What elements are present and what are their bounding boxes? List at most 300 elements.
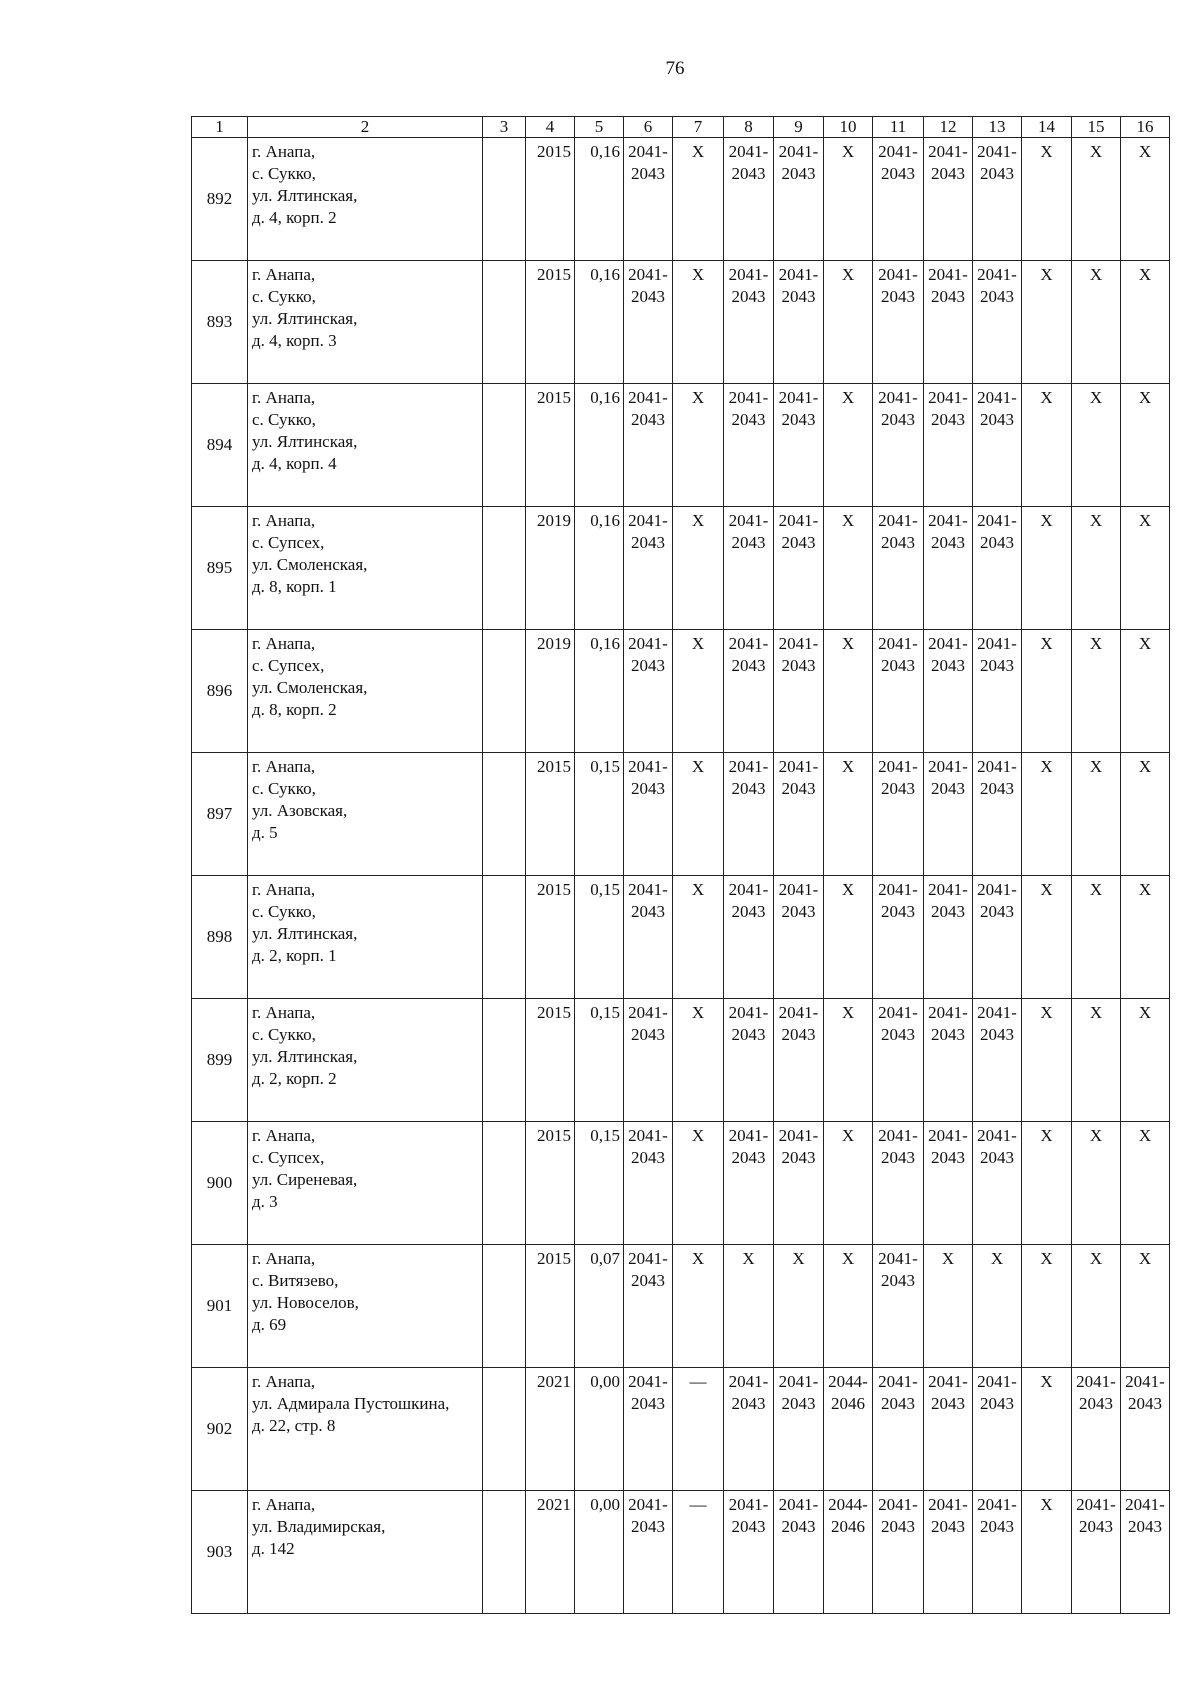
cell-line: 2043 <box>781 164 816 183</box>
cell-line: 2043 <box>881 164 915 183</box>
cell-line: 2043 <box>931 164 965 183</box>
address-cell <box>248 507 483 630</box>
cell-line: 2043 <box>1079 1517 1113 1536</box>
cell-col-13 <box>973 630 1022 753</box>
row-number: 900 <box>192 1122 248 1245</box>
column-header-1: 1 <box>192 117 248 138</box>
cell-col-14: X <box>1022 876 1072 999</box>
address-cell <box>248 384 483 507</box>
cell-col-13 <box>973 261 1022 384</box>
cell-col-3 <box>483 999 526 1122</box>
cell-col-13 <box>973 999 1022 1122</box>
cell-col-8 <box>724 1122 774 1245</box>
cell-line: 2041- <box>728 1372 769 1391</box>
cell-col-10: X <box>824 1245 873 1368</box>
address-cell <box>248 1491 483 1614</box>
cell-line: г. Анапа, <box>252 1003 316 1022</box>
cell-line: с. Супсех, <box>252 1148 325 1167</box>
cell-line: ул. Новоселов, <box>252 1293 359 1312</box>
cell-line: 2043 <box>731 287 766 306</box>
cell-col-11 <box>873 507 924 630</box>
cell-col-12 <box>924 1245 973 1368</box>
cell-col-15: X <box>1072 507 1121 630</box>
column-header-6: 6 <box>624 117 673 138</box>
cell-col-10 <box>824 1368 873 1491</box>
cell-col-14: X <box>1022 630 1072 753</box>
cell-line: 2043 <box>731 779 766 798</box>
cell-line: 2041- <box>1125 1372 1165 1391</box>
cell-col-6 <box>624 1122 673 1245</box>
cell-line: 2041- <box>1076 1372 1116 1391</box>
cell-col-16: X <box>1121 138 1170 261</box>
cell-line: д. 69 <box>252 1315 287 1334</box>
cell-line: 2041- <box>728 880 769 899</box>
cell-line: д. 4, корп. 2 <box>252 208 337 227</box>
column-header-9: 9 <box>774 117 824 138</box>
cell-col-13 <box>973 753 1022 876</box>
cell-col-12 <box>924 384 973 507</box>
cell-line: 2043 <box>931 656 965 675</box>
cell-col-13 <box>973 138 1022 261</box>
cell-line: 2043 <box>881 287 915 306</box>
cell-col-7: — <box>673 1368 724 1491</box>
cell-col-8 <box>724 261 774 384</box>
cell-line: 2043 <box>931 1517 965 1536</box>
cell-line: 2043 <box>631 1394 665 1413</box>
cell-line: 2043 <box>731 1517 766 1536</box>
cell-col-14: X <box>1022 507 1072 630</box>
cell-line: 2043 <box>881 1517 915 1536</box>
cell-col-4: 2021 <box>526 1491 575 1614</box>
cell-col-14: X <box>1022 999 1072 1122</box>
cell-line: 2044- <box>828 1495 868 1514</box>
cell-line: 2041- <box>928 511 968 530</box>
cell-line: 2043 <box>980 656 1014 675</box>
cell-col-12 <box>924 1122 973 1245</box>
cell-line: 2043 <box>781 779 816 798</box>
row-number: 893 <box>192 261 248 384</box>
cell-col-15: X <box>1072 1122 1121 1245</box>
table-row <box>192 261 1170 384</box>
cell-col-15: X <box>1072 1245 1121 1368</box>
cell-line: 2043 <box>931 902 965 921</box>
cell-col-4: 2015 <box>526 384 575 507</box>
cell-line: 2041- <box>628 1495 668 1514</box>
cell-col-16: X <box>1121 384 1170 507</box>
cell-line: 2043 <box>781 1517 816 1536</box>
cell-col-7: X <box>673 753 724 876</box>
cell-line: 2043 <box>731 902 766 921</box>
cell-col-9 <box>774 384 824 507</box>
cell-col-6 <box>624 1491 673 1614</box>
cell-col-11 <box>873 1122 924 1245</box>
cell-line: д. 3 <box>252 1192 278 1211</box>
cell-col-5: 0,00 <box>575 1491 624 1614</box>
cell-col-12 <box>924 1368 973 1491</box>
cell-line: ул. Ялтинская, <box>252 924 358 943</box>
address-cell <box>248 261 483 384</box>
cell-line: 2041- <box>977 1126 1017 1145</box>
cell-col-10: X <box>824 261 873 384</box>
row-number: 892 <box>192 138 248 261</box>
cell-line: 2043 <box>980 533 1014 552</box>
cell-line: 2043 <box>881 1148 915 1167</box>
row-number: 898 <box>192 876 248 999</box>
page-number: 76 <box>665 58 685 79</box>
cell-col-16: X <box>1121 876 1170 999</box>
cell-col-3 <box>483 630 526 753</box>
cell-line: 2043 <box>931 533 965 552</box>
cell-col-8 <box>724 999 774 1122</box>
cell-col-6 <box>624 384 673 507</box>
cell-line: ул. Ялтинская, <box>252 186 358 205</box>
cell-col-5: 0,15 <box>575 876 624 999</box>
table-row <box>192 1368 1170 1491</box>
cell-col-6 <box>624 1245 673 1368</box>
cell-line: 2043 <box>731 1148 766 1167</box>
cell-line: 2041- <box>778 634 819 653</box>
cell-line: г. Анапа, <box>252 757 316 776</box>
cell-col-5: 0,15 <box>575 1122 624 1245</box>
cell-line: 2043 <box>881 779 915 798</box>
cell-line: ул. Азовская, <box>252 801 348 820</box>
cell-line: с. Сукко, <box>252 410 316 429</box>
cell-line: ул. Ялтинская, <box>252 309 358 328</box>
cell-col-14: X <box>1022 1122 1072 1245</box>
cell-col-12 <box>924 999 973 1122</box>
cell-line: 2044- <box>828 1372 868 1391</box>
cell-col-4: 2015 <box>526 1122 575 1245</box>
cell-col-16: X <box>1121 507 1170 630</box>
cell-col-15: X <box>1072 138 1121 261</box>
cell-line: 2043 <box>931 1148 965 1167</box>
cell-line: 2043 <box>980 1148 1014 1167</box>
cell-col-5: 0,15 <box>575 999 624 1122</box>
cell-line: ул. Смоленская, <box>252 678 368 697</box>
cell-line: 2043 <box>980 287 1014 306</box>
cell-col-8 <box>724 1368 774 1491</box>
cell-col-3 <box>483 1122 526 1245</box>
cell-line: 2043 <box>931 287 965 306</box>
cell-line: ул. Владимирская, <box>252 1517 386 1536</box>
cell-col-14: X <box>1022 384 1072 507</box>
cell-line: 2041- <box>628 1372 668 1391</box>
cell-line: X <box>792 1249 805 1268</box>
cell-line: 2043 <box>631 533 665 552</box>
table-row <box>192 507 1170 630</box>
cell-col-8 <box>724 1491 774 1614</box>
cell-col-5: 0,16 <box>575 261 624 384</box>
cell-line: 2041- <box>728 1003 769 1022</box>
cell-col-16: X <box>1121 630 1170 753</box>
cell-col-14: X <box>1022 1245 1072 1368</box>
table-row <box>192 753 1170 876</box>
cell-col-11 <box>873 1245 924 1368</box>
cell-col-15: X <box>1072 630 1121 753</box>
row-number: 894 <box>192 384 248 507</box>
cell-line: 2041- <box>628 142 668 161</box>
cell-col-4: 2019 <box>526 507 575 630</box>
cell-col-9 <box>774 507 824 630</box>
row-number: 903 <box>192 1491 248 1614</box>
cell-col-9 <box>774 1245 824 1368</box>
cell-col-7: X <box>673 630 724 753</box>
cell-line: 2041- <box>878 880 918 899</box>
cell-line: 2041- <box>977 880 1017 899</box>
cell-line: 2041- <box>628 388 668 407</box>
cell-col-9 <box>774 1368 824 1491</box>
cell-col-15: X <box>1072 876 1121 999</box>
cell-line: 2041- <box>628 634 668 653</box>
table-row <box>192 876 1170 999</box>
cell-line: 2041- <box>778 142 819 161</box>
cell-col-14: X <box>1022 1491 1072 1614</box>
cell-col-15: X <box>1072 999 1121 1122</box>
cell-col-3 <box>483 1368 526 1491</box>
cell-col-9 <box>774 1491 824 1614</box>
cell-col-15: X <box>1072 261 1121 384</box>
cell-line: 2043 <box>631 1517 665 1536</box>
cell-col-8 <box>724 138 774 261</box>
cell-line: 2043 <box>731 164 766 183</box>
cell-line: 2041- <box>628 1003 668 1022</box>
cell-line: 2041- <box>977 634 1017 653</box>
cell-line: 2043 <box>631 1271 665 1290</box>
cell-line: г. Анапа, <box>252 1495 316 1514</box>
cell-line: 2043 <box>781 1394 816 1413</box>
cell-line: г. Анапа, <box>252 142 316 161</box>
cell-col-11 <box>873 999 924 1122</box>
cell-col-15 <box>1072 1491 1121 1614</box>
column-header-16: 16 <box>1121 117 1170 138</box>
cell-line: 2043 <box>731 1394 766 1413</box>
cell-line: 2041- <box>778 1495 819 1514</box>
cell-line: ул. Ялтинская, <box>252 1047 358 1066</box>
cell-col-15 <box>1072 1368 1121 1491</box>
cell-col-8 <box>724 876 774 999</box>
cell-line: с. Сукко, <box>252 1025 316 1044</box>
cell-col-5: 0,07 <box>575 1245 624 1368</box>
cell-line: 2046 <box>831 1394 865 1413</box>
cell-line: 2041- <box>728 1495 769 1514</box>
cell-col-5: 0,00 <box>575 1368 624 1491</box>
cell-line: 2041- <box>977 1495 1017 1514</box>
cell-col-14: X <box>1022 261 1072 384</box>
cell-col-6 <box>624 630 673 753</box>
cell-line: 2041- <box>878 265 918 284</box>
cell-line: с. Сукко, <box>252 287 316 306</box>
cell-col-12 <box>924 507 973 630</box>
cell-line: 2043 <box>781 1148 816 1167</box>
cell-line: 2041- <box>778 1003 819 1022</box>
cell-col-13 <box>973 1368 1022 1491</box>
row-number: 901 <box>192 1245 248 1368</box>
address-cell <box>248 1368 483 1491</box>
cell-col-5: 0,16 <box>575 507 624 630</box>
cell-col-6 <box>624 138 673 261</box>
cell-line: 2041- <box>628 1249 668 1268</box>
cell-line: 2043 <box>881 410 915 429</box>
cell-col-5: 0,16 <box>575 384 624 507</box>
cell-line: 2041- <box>628 880 668 899</box>
cell-line: ул. Адмирала Пустошкина, <box>252 1394 450 1413</box>
cell-line: 2043 <box>881 1394 915 1413</box>
cell-col-4: 2021 <box>526 1368 575 1491</box>
column-header-4: 4 <box>526 117 575 138</box>
column-header-7: 7 <box>673 117 724 138</box>
cell-line: с. Супсех, <box>252 656 325 675</box>
cell-line: 2043 <box>631 164 665 183</box>
cell-line: 2043 <box>731 410 766 429</box>
registry-table <box>191 116 1170 1614</box>
cell-line: 2043 <box>631 410 665 429</box>
cell-col-16: X <box>1121 261 1170 384</box>
cell-line: д. 142 <box>252 1539 295 1558</box>
cell-col-12 <box>924 138 973 261</box>
cell-line: 2041- <box>878 757 918 776</box>
row-number: 897 <box>192 753 248 876</box>
cell-line: 2041- <box>728 1126 769 1145</box>
cell-line: 2041- <box>728 634 769 653</box>
cell-col-14: X <box>1022 1368 1072 1491</box>
cell-line: с. Супсех, <box>252 533 325 552</box>
cell-col-12 <box>924 876 973 999</box>
cell-col-9 <box>774 630 824 753</box>
cell-line: 2043 <box>781 533 816 552</box>
cell-col-4: 2015 <box>526 753 575 876</box>
cell-line: 2041- <box>977 757 1017 776</box>
cell-line: 2043 <box>980 1394 1014 1413</box>
cell-col-10: X <box>824 1122 873 1245</box>
table-row <box>192 384 1170 507</box>
cell-line: 2046 <box>831 1517 865 1536</box>
cell-line: 2043 <box>1079 1394 1113 1413</box>
cell-line: д. 4, корп. 4 <box>252 454 337 473</box>
cell-line: д. 2, корп. 2 <box>252 1069 337 1088</box>
cell-col-16 <box>1121 1368 1170 1491</box>
cell-col-10: X <box>824 999 873 1122</box>
cell-line: 2043 <box>781 410 816 429</box>
cell-line: 2041- <box>878 1249 918 1268</box>
cell-line: 2041- <box>977 1003 1017 1022</box>
cell-col-13 <box>973 1245 1022 1368</box>
cell-line: 2043 <box>881 1271 915 1290</box>
cell-line: г. Анапа, <box>252 1372 316 1391</box>
cell-col-5: 0,15 <box>575 753 624 876</box>
cell-line: г. Анапа, <box>252 511 316 530</box>
cell-col-10: X <box>824 507 873 630</box>
cell-col-7: X <box>673 999 724 1122</box>
cell-line: 2041- <box>1125 1495 1165 1514</box>
cell-col-6 <box>624 753 673 876</box>
cell-line: д. 8, корп. 1 <box>252 577 337 596</box>
cell-col-11 <box>873 261 924 384</box>
cell-col-8 <box>724 630 774 753</box>
cell-col-4: 2019 <box>526 630 575 753</box>
cell-col-11 <box>873 1491 924 1614</box>
cell-col-11 <box>873 138 924 261</box>
cell-col-3 <box>483 507 526 630</box>
cell-line: д. 2, корп. 1 <box>252 946 337 965</box>
cell-col-7: X <box>673 138 724 261</box>
cell-col-16: X <box>1121 1122 1170 1245</box>
cell-col-13 <box>973 876 1022 999</box>
cell-line: ул. Сиреневая, <box>252 1170 358 1189</box>
cell-line: 2041- <box>778 388 819 407</box>
cell-col-10: X <box>824 384 873 507</box>
cell-col-13 <box>973 1491 1022 1614</box>
cell-line: 2043 <box>881 656 915 675</box>
cell-line: 2041- <box>778 265 819 284</box>
cell-line: 2041- <box>778 757 819 776</box>
cell-line: 2041- <box>928 1495 968 1514</box>
table-row <box>192 630 1170 753</box>
cell-line: 2043 <box>980 410 1014 429</box>
cell-line: 2041- <box>977 142 1017 161</box>
cell-line: 2041- <box>928 388 968 407</box>
cell-line: 2041- <box>628 757 668 776</box>
column-header-8: 8 <box>724 117 774 138</box>
cell-col-9 <box>774 876 824 999</box>
address-cell <box>248 1245 483 1368</box>
cell-line: 2041- <box>977 511 1017 530</box>
cell-col-13 <box>973 384 1022 507</box>
cell-col-3 <box>483 753 526 876</box>
cell-col-11 <box>873 1368 924 1491</box>
cell-col-11 <box>873 384 924 507</box>
cell-col-11 <box>873 876 924 999</box>
cell-line: 2041- <box>1076 1495 1116 1514</box>
address-cell <box>248 138 483 261</box>
cell-line: 2043 <box>731 1025 766 1044</box>
cell-col-8 <box>724 753 774 876</box>
cell-line: 2043 <box>1128 1517 1162 1536</box>
table-row <box>192 1122 1170 1245</box>
row-number: 902 <box>192 1368 248 1491</box>
cell-line: 2041- <box>728 757 769 776</box>
cell-line: 2043 <box>931 779 965 798</box>
cell-line: 2043 <box>781 287 816 306</box>
cell-line: 2041- <box>728 511 769 530</box>
cell-col-7: X <box>673 876 724 999</box>
cell-col-3 <box>483 876 526 999</box>
address-cell <box>248 1122 483 1245</box>
cell-line: д. 8, корп. 2 <box>252 700 337 719</box>
cell-line: 2041- <box>878 1126 918 1145</box>
cell-line: ул. Ялтинская, <box>252 432 358 451</box>
column-header-5: 5 <box>575 117 624 138</box>
cell-line: 2041- <box>928 1372 968 1391</box>
cell-line: д. 5 <box>252 823 278 842</box>
cell-line: 2043 <box>631 1148 665 1167</box>
row-number: 896 <box>192 630 248 753</box>
column-header-3: 3 <box>483 117 526 138</box>
cell-line: 2041- <box>728 388 769 407</box>
cell-col-7: X <box>673 507 724 630</box>
cell-line: 2043 <box>881 902 915 921</box>
cell-col-3 <box>483 1491 526 1614</box>
cell-col-9 <box>774 753 824 876</box>
cell-line: 2043 <box>980 902 1014 921</box>
cell-col-15: X <box>1072 753 1121 876</box>
cell-line: 2043 <box>731 656 766 675</box>
cell-col-7: — <box>673 1491 724 1614</box>
cell-col-4: 2015 <box>526 876 575 999</box>
cell-col-3 <box>483 261 526 384</box>
cell-line: д. 4, корп. 3 <box>252 331 337 350</box>
cell-col-7: X <box>673 261 724 384</box>
cell-col-10: X <box>824 876 873 999</box>
